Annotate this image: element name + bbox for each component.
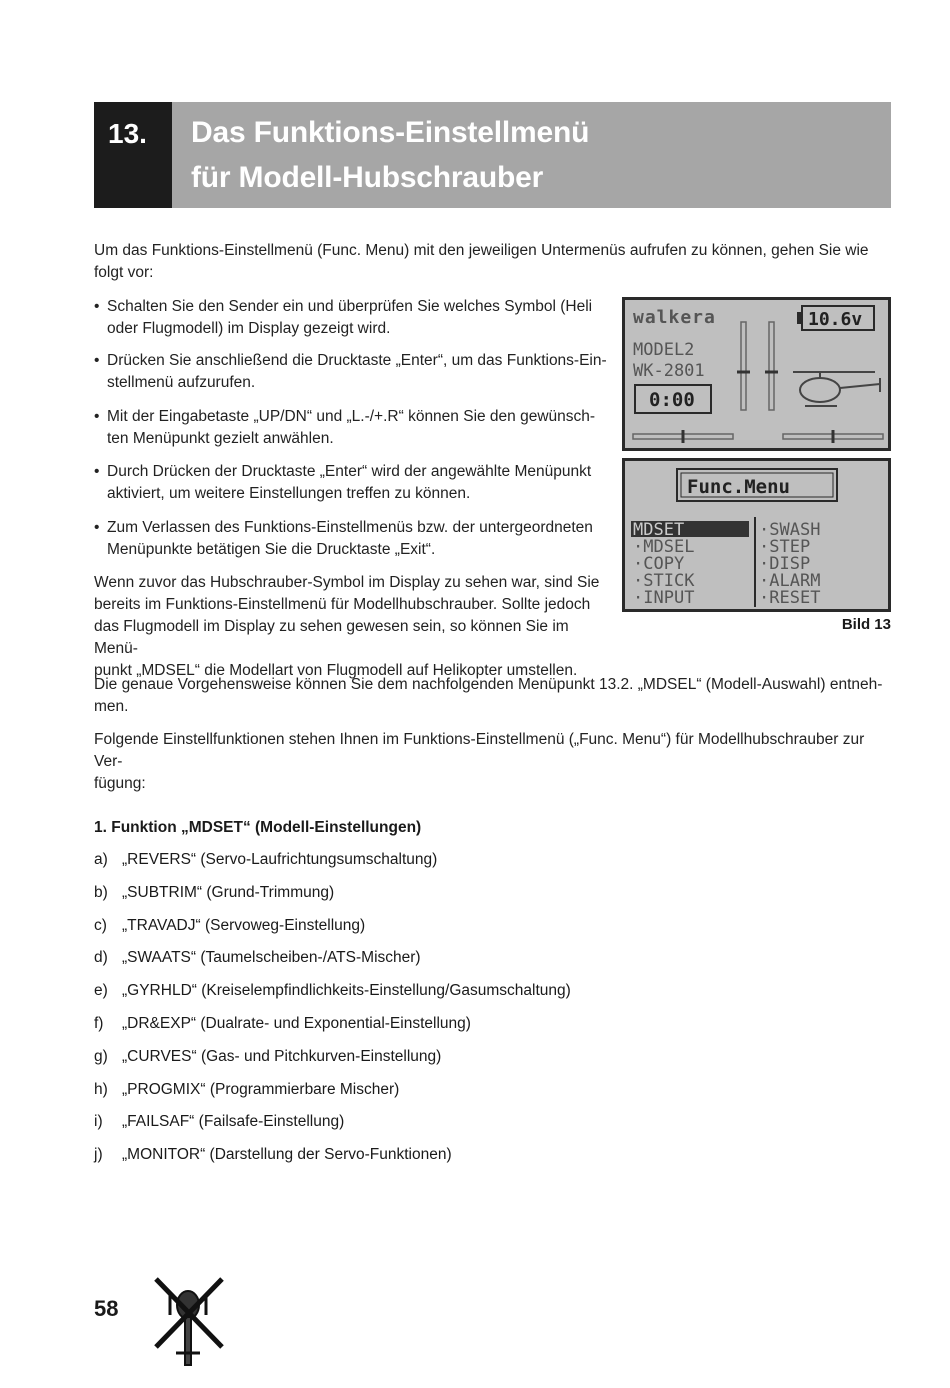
lcd-main-display: [622, 297, 891, 451]
bullet-dot: •: [94, 352, 100, 369]
list-letter: d): [94, 949, 108, 966]
lcd-brand: walkera: [633, 307, 716, 328]
chapter-number-box: [94, 102, 172, 208]
page-number: 58: [94, 1296, 119, 1321]
bullet-line: Durch Drücken der Drucktaste „Enter“ wird der angewählte Menüpunkt: [107, 463, 592, 480]
chapter-title-line2: für Modell-Hubschrauber: [191, 161, 544, 194]
bullet-dot: •: [94, 519, 100, 536]
section-title: 1. Funktion „MDSET“ (Modell-Einstellungen): [94, 819, 422, 836]
procedure-line: men.: [94, 698, 129, 715]
bullet-line: Mit der Eingabetaste „UP/DN“ und „L.-/+.R“ können Sie den gewünsch-: [107, 408, 596, 425]
functions-line: fügung:: [94, 775, 146, 792]
procedure-paragraph: [94, 674, 891, 718]
list-text: „PROGMIX“ (Programmierbare Mischer): [122, 1081, 400, 1098]
bullet-item: [94, 461, 606, 505]
list-text: „REVERS“ (Servo-Laufrichtungsumschaltung): [122, 851, 438, 868]
lcd-func-menu-display: [622, 458, 891, 612]
bullet-item: [94, 406, 606, 450]
bullet-line: Schalten Sie den Sender ein und überprüfen Sie welches Symbol (Heli: [107, 298, 593, 315]
list-letter: h): [94, 1081, 108, 1098]
bullet-item: [94, 350, 606, 394]
bullet-line: Drücken Sie anschließend die Drucktaste „Enter“, um das Funktions-Ein-: [107, 352, 607, 369]
lcd-menu-item: ·RESET: [759, 588, 821, 608]
heli-line: punkt „MDSEL“ die Modellart von Flugmodell auf Helikopter umstellen.: [94, 662, 578, 679]
lcd-model-code: WK-2801: [633, 361, 705, 381]
heli-paragraph: [94, 572, 606, 682]
functions-paragraph: [94, 729, 891, 795]
lcd-menu-item: ·MDSEL: [633, 537, 695, 557]
figure-caption: Bild 13: [841, 616, 891, 633]
list-text: „DR&EXP“ (Dualrate- und Exponential-Einstellung): [122, 1015, 471, 1032]
lcd-menu-item: ·COPY: [633, 554, 685, 574]
lcd-timer: 0:00: [649, 389, 695, 411]
crossed-helicopter-icon: [150, 1275, 228, 1386]
list-letter: i): [94, 1113, 103, 1130]
list-letter: c): [94, 917, 107, 934]
trim-bar-right: [769, 322, 774, 410]
intro-line2: folgt vor:: [94, 264, 154, 281]
lcd-voltage: 10.6v: [808, 309, 863, 330]
heli-line: Wenn zuvor das Hubschrauber-Symbol im Display zu sehen war, sind Sie: [94, 574, 600, 591]
list-letter: j): [94, 1146, 103, 1163]
list-letter: b): [94, 884, 108, 901]
bullet-dot: •: [94, 298, 100, 315]
heli-line: bereits im Funktions-Einstellmenü für Modellhubschrauber. Sollte jedoch: [94, 596, 591, 613]
lcd-menu-title: Func.Menu: [687, 476, 790, 498]
bullet-line: Zum Verlassen des Funktions-Einstellmenüs bzw. der untergeordneten: [107, 519, 593, 536]
bullet-line: oder Flugmodell) im Display gezeigt wird.: [107, 320, 391, 337]
intro-line1: Um das Funktions-Einstellmenü (Func. Menu) mit den jeweiligen Untermenüs aufrufen zu können, gehen Sie wie: [94, 242, 869, 259]
bullet-line: aktiviert, um weitere Einstellungen treffen zu können.: [107, 485, 471, 502]
bullet-dot: •: [94, 408, 100, 425]
lcd-menu-item: ·INPUT: [633, 588, 695, 608]
lcd-menu-item-selected: MDSET: [633, 520, 685, 540]
lcd-model-name: MODEL2: [633, 340, 695, 360]
list-letter: a): [94, 851, 108, 868]
bullet-dot: •: [94, 463, 100, 480]
list-letter: e): [94, 982, 108, 999]
list-text: „SUBTRIM“ (Grund-Trimmung): [122, 884, 335, 901]
helicopter-icon: [793, 372, 880, 406]
bullet-item: [94, 296, 606, 340]
bullet-line: ten Menüpunkt gezielt anwählen.: [107, 430, 334, 447]
bullet-line: stellmenü aufzurufen.: [107, 374, 256, 391]
trim-bar-left: [741, 322, 746, 410]
chapter-title-line1: Das Funktions-Einstellmenü: [191, 116, 590, 149]
chapter-number: 13.: [108, 118, 147, 149]
chapter-title-box: [172, 102, 891, 208]
lcd-menu-item: ·DISP: [759, 554, 811, 574]
heli-line: das Flugmodell im Display zu sehen gewesen sein, so können Sie im Menü-: [94, 618, 569, 657]
list-text: „CURVES“ (Gas- und Pitchkurven-Einstellung): [122, 1048, 442, 1065]
functions-line: Folgende Einstellfunktionen stehen Ihnen im Funktions-Einstellmenü („Func. Menu“) für Modellhubschrauber zur Ver-: [94, 731, 865, 770]
list-text: „MONITOR“ (Darstellung der Servo-Funktionen): [122, 1146, 452, 1163]
lcd-menu-item: ·ALARM: [759, 571, 821, 591]
list-text: „TRAVADJ“ (Servoweg-Einstellung): [122, 917, 366, 934]
lcd-menu-item: ·STEP: [759, 537, 811, 557]
list-text: „GYRHLD“ (Kreiselempfindlichkeits-Einstellung/Gasumschaltung): [122, 982, 571, 999]
list-text: „SWAATS“ (Taumelscheiben-/ATS-Mischer): [122, 949, 421, 966]
lcd-menu-item: ·SWASH: [759, 520, 821, 540]
list-letter: g): [94, 1048, 108, 1065]
procedure-line: Die genaue Vorgehensweise können Sie dem nachfolgenden Menüpunkt 13.2. „MDSEL“ (Modell-Auswahl) entneh-: [94, 676, 883, 693]
lcd-menu-item: ·STICK: [633, 571, 695, 591]
bullet-line: Menüpunkte betätigen Sie die Drucktaste „Exit“.: [107, 541, 436, 558]
bullet-item: [94, 517, 606, 561]
list-text: „FAILSAF“ (Failsafe-Einstellung): [122, 1113, 345, 1130]
list-letter: f): [94, 1015, 104, 1032]
